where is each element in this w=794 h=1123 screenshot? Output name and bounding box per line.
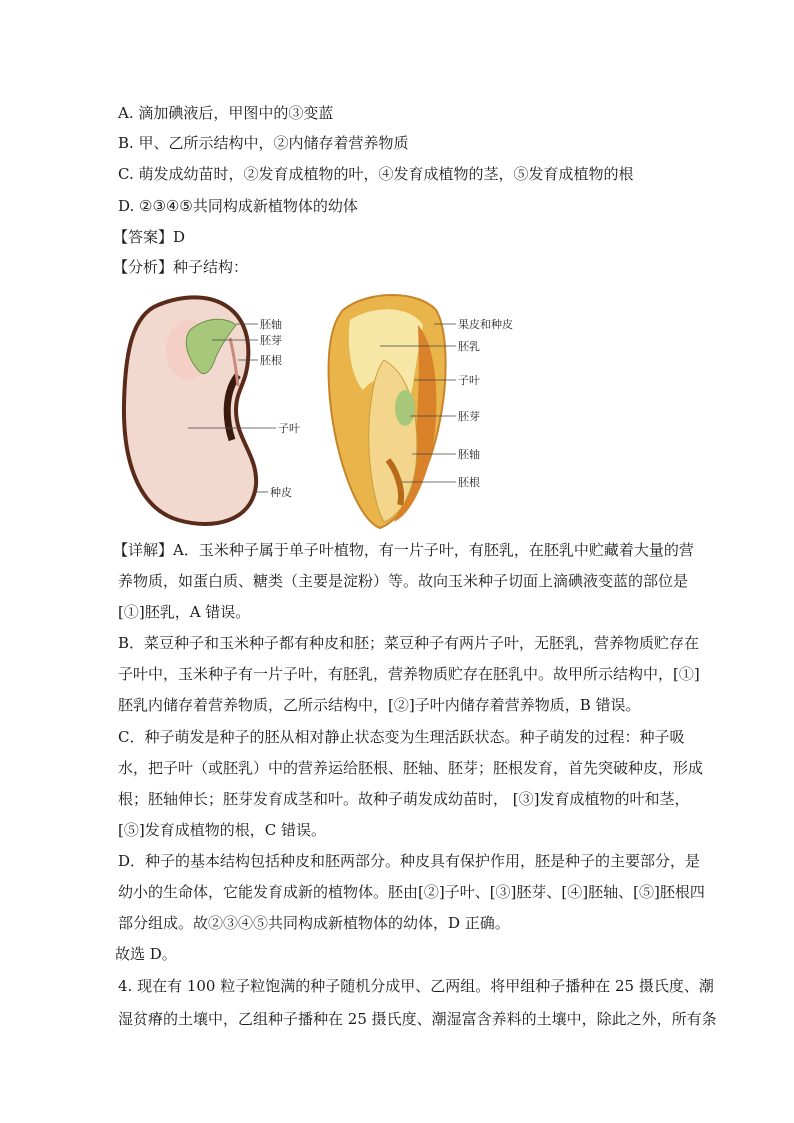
- bean-label-cotyledon: 子叶: [278, 422, 300, 435]
- option-d: D. ②③④⑤共同构成新植物体的幼体: [118, 197, 358, 215]
- detail-line-5: 子叶中，玉米种子有一片子叶，有胚乳，营养物质贮存在胚乳中。故甲所示结构中，[①]: [118, 665, 700, 683]
- option-c: C. 萌发成幼苗时，②发育成植物的叶，④发育成植物的茎，⑤发育成植物的根: [118, 165, 634, 183]
- question-4-line-2: 湿贫瘠的土壤中，乙组种子播种在 25 摄氏度、潮湿富含养料的土壤中，除此之外，所有条: [118, 1010, 717, 1028]
- corn-label-endosperm: 胚乳: [458, 340, 480, 353]
- bean-label-seed-coat: 种皮: [270, 486, 292, 499]
- corn-seed-diagram: [329, 295, 513, 528]
- bean-label-plumule: 胚芽: [260, 334, 282, 347]
- detail-line-1: 【详解】A．玉米种子属于单子叶植物，有一片子叶，有胚乳，在胚乳中贮藏着大量的营: [113, 541, 694, 559]
- seed-structure-figure: [118, 290, 538, 530]
- corn-label-pericarp-seed-coat: 果皮和种皮: [458, 318, 513, 331]
- detail-line-9: 根；胚轴伸长；胚芽发育成茎和叶。故种子萌发成幼苗时， [③]发育成植物的叶和茎，: [118, 790, 690, 808]
- detail-line-10: [⑤]发育成植物的根，C 错误。: [118, 821, 326, 839]
- answer: 【答案】D: [113, 228, 186, 246]
- question-4-line-1: 4. 现在有 100 粒子粒饱满的种子随机分成甲、乙两组。将甲组种子播种在 25 摄氏度、潮: [118, 977, 714, 995]
- corn-label-cotyledon: 子叶: [458, 374, 480, 387]
- detail-line-6: 胚乳内储存着营养物质，乙所示结构中，[②]子叶内储存着营养物质，B 错误。: [118, 696, 641, 714]
- corn-label-hypocotyl: 胚轴: [458, 448, 480, 461]
- detail-line-2: 养物质，如蛋白质、糖类（主要是淀粉）等。故向玉米种子切面上滴碘液变蓝的部位是: [118, 572, 689, 590]
- detail-line-8: 水，把子叶（或胚乳）中的营养运给胚根、胚轴、胚芽；胚根发育，首先突破种皮，形成: [118, 759, 704, 777]
- bean-seed-diagram: [124, 297, 300, 524]
- detail-line-7: C．种子萌发是种子的胚从相对静止状态变为生理活跃状态。种子萌发的过程：种子吸: [118, 728, 685, 746]
- analysis-heading: 【分析】种子结构：: [113, 258, 249, 276]
- bean-label-radicle: 胚根: [260, 354, 282, 367]
- bean-label-hypocotyl: 胚轴: [260, 318, 282, 331]
- detail-line-4: B．菜豆种子和玉米种子都有种皮和胚；菜豆种子有两片子叶，无胚乳，营养物质贮存在: [118, 634, 700, 652]
- option-a: A. 滴加碘液后，甲图中的③变蓝: [118, 104, 334, 122]
- detail-line-13: 部分组成。故②③④⑤共同构成新植物体的幼体，D 正确。: [118, 914, 510, 932]
- corn-label-plumule: 胚芽: [458, 410, 480, 423]
- detail-line-3: [①]胚乳，A 错误。: [118, 603, 251, 621]
- conclusion: 故选 D。: [115, 945, 177, 963]
- detail-line-12: 幼小的生命体，它能发育成新的植物体。胚由[②]子叶、[③]胚芽、[④]胚轴、[⑤]胚根四: [118, 883, 705, 901]
- option-b: B. 甲、乙所示结构中，②内储存着营养物质: [118, 134, 409, 152]
- detail-line-11: D．种子的基本结构包括种皮和胚两部分。种皮具有保护作用，胚是种子的主要部分，是: [118, 852, 701, 870]
- corn-label-radicle: 胚根: [458, 476, 480, 489]
